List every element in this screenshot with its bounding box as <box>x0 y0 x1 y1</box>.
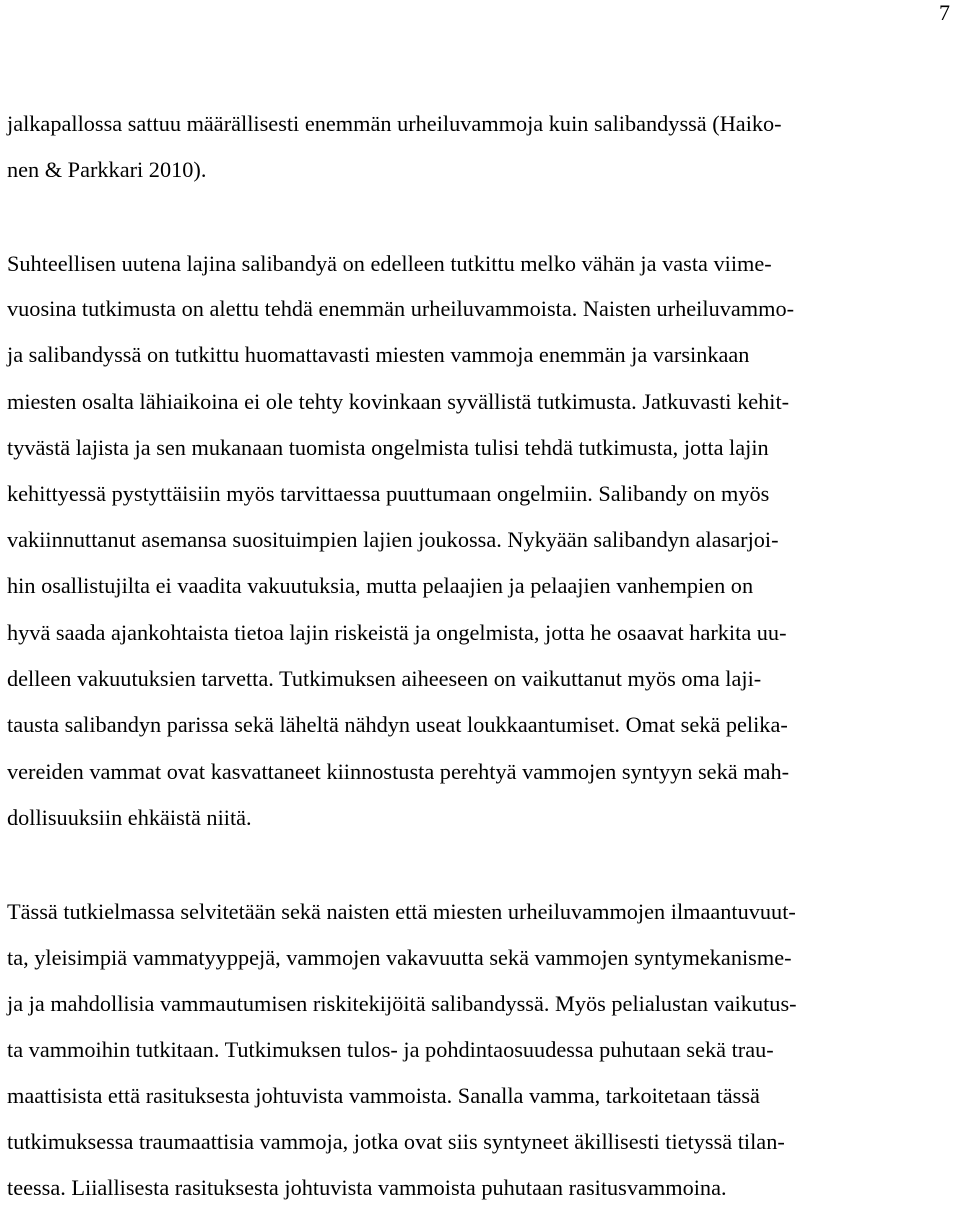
text-line: vuosina tutkimusta on alettu tehdä enemmän urheiluvammoista. Naisten urheiluvammo- <box>7 296 795 321</box>
text-line: delleen vakuutuksien tarvetta. Tutkimuksen aiheeseen on vaikuttanut myös oma laji- <box>7 666 762 691</box>
text-line: vakiinnuttanut asemansa suosituimpien lajien joukossa. Nykyään salibandyn alasarjoi- <box>7 527 779 552</box>
text-line: ta vammoihin tutkitaan. Tutkimuksen tulos- ja pohdintaosuudessa puhutaan sekä trau- <box>7 1037 774 1062</box>
text-line: tutkimuksessa traumaattisia vammoja, jotka ovat siis syntyneet äkillisesti tietyssä tilan- <box>7 1129 785 1154</box>
text-line: jalkapallossa sattuu määrällisesti enemmän urheiluvammoja kuin salibandyssä (Haiko- <box>7 111 782 136</box>
text-line: miesten osalta lähiaikoina ei ole tehty kovinkaan syvällistä tutkimusta. Jatkuvasti kehit- <box>7 389 790 414</box>
text-line: tausta salibandyn parissa sekä läheltä nähdyn useat loukkaantumiset. Omat sekä pelika- <box>7 712 788 737</box>
text-line: Tässä tutkielmassa selvitetään sekä naisten että miesten urheiluvammojen ilmaantuvuut- <box>7 899 796 924</box>
text-line: nen & Parkkari 2010). <box>7 157 207 182</box>
text-line: Suhteellisen uutena lajina salibandyä on edelleen tutkittu melko vähän ja vasta viime- <box>7 251 772 276</box>
text-line: vereiden vammat ovat kasvattaneet kiinnostusta perehtyä vammojen syntyyn sekä mah- <box>7 759 790 784</box>
text-line: tyvästä lajista ja sen mukanaan tuomista ongelmista tulisi tehdä tutkimusta, jotta lajin <box>7 435 769 460</box>
text-line: kehittyessä pystyttäisiin myös tarvittaessa puuttumaan ongelmiin. Salibandy on myös <box>7 481 770 506</box>
text-line: ta, yleisimpiä vammatyyppejä, vammojen vakavuutta sekä vammojen syntymekanisme- <box>7 945 792 970</box>
text-line: dollisuuksiin ehkäistä niitä. <box>7 805 252 830</box>
text-line: ja ja mahdollisia vammautumisen riskitekijöitä salibandyssä. Myös pelialustan vaikutus- <box>7 991 797 1016</box>
text-line: maattisista että rasituksesta johtuvista vammoista. Sanalla vamma, tarkoitetaan tässä <box>7 1083 760 1108</box>
text-line: ja salibandyssä on tutkittu huomattavasti miesten vammoja enemmän ja varsinkaan <box>7 342 750 367</box>
page-number: 7 <box>939 0 950 25</box>
text-line: teessa. Liiallisesta rasituksesta johtuvista vammoista puhutaan rasitusvammoina. <box>7 1175 727 1200</box>
text-line: hyvä saada ajankohtaista tietoa lajin riskeistä ja ongelmista, jotta he osaavat harkita uu- <box>7 620 787 645</box>
text-line: hin osallistujilta ei vaadita vakuutuksia, mutta pelaajien ja pelaajien vanhempien on <box>7 573 754 598</box>
